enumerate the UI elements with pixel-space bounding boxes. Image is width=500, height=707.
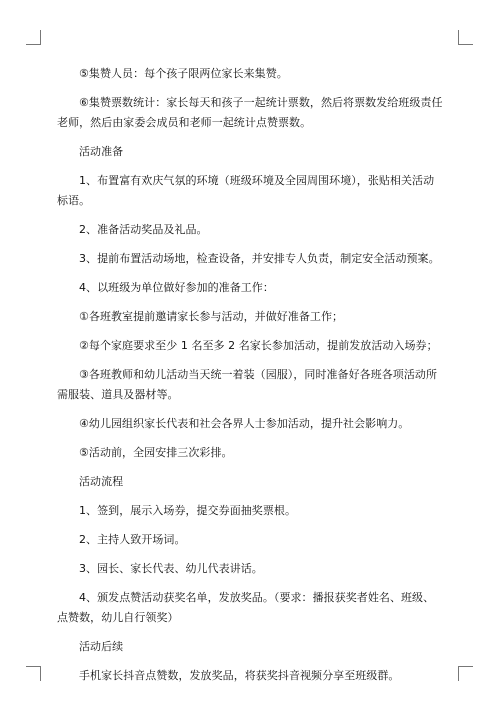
paragraph-prep-rehearsal: ⑤活动前，全园安排三次彩排。 [79,446,233,459]
crop-mark-top-right [458,30,473,45]
paragraph-prep-venue: 3、提前布置活动场地，检查设备，并安排专人负责，制定安全活动预案。 [79,252,440,265]
paragraph-prep-environment: 1、布置富有欢庆气氛的环境（班级环境及全园周围环境），张贴相关活动标语。 [57,174,435,207]
paragraph-prep-invite-parents: ①各班教室提前邀请家长参与活动，并做好准备工作； [79,310,344,323]
paragraph-process-signin: 1、签到，展示入场券，提交券面抽奖票根。 [79,504,296,517]
paragraph-followup-share: 手机家长抖音点赞数，发放奖品，将获奖抖音视频分享至班级群。 [79,669,400,682]
section-heading-followup: 活动后续 [79,640,124,653]
crop-mark-bottom-left [26,666,41,681]
paragraph-prep-representatives: ④幼儿园组织家长代表和社会各界人士参加活动，提升社会影响力。 [79,417,410,430]
paragraph-prep-uniform: ③各班教师和幼儿活动当天统一着装（园服），同时准备好各班各项活动所需服装、道具及器材等。 [57,368,438,401]
document-body [57,64,443,695]
paragraph-vote-statistics: ⑥集赞票数统计：家长每天和孩子一起统计票数，然后将票数发给班级责任老师，然后由家委会成员和老师一起统计点赞票数。 [57,96,443,129]
paragraph-process-speeches: 3、园长、家长代表、幼儿代表讲话。 [79,562,263,575]
section-heading-preparation: 活动准备 [79,145,124,158]
crop-mark-bottom-right [458,666,473,681]
paragraph-prep-class-work: 4、以班级为单位做好参加的准备工作： [79,281,274,294]
paragraph-collect-likes-people: ⑤集赞人员：每个孩子限两位家长来集赞。 [79,67,288,80]
paragraph-process-awards: 4、颁发点赞活动获奖名单，发放奖品。（要求：播报获奖者姓名、班级、点赞数，幼儿自行领奖） [57,591,435,624]
paragraph-process-host: 2、主持人致开场词。 [79,533,186,546]
paragraph-prep-prizes: 2、准备活动奖品及礼品。 [79,223,208,236]
crop-mark-top-left [26,30,41,45]
section-heading-process: 活动流程 [79,475,124,488]
paragraph-prep-tickets: ②每个家庭要求至少 1 名至多 2 名家长参加活动，提前发放活动入场券； [79,339,438,352]
